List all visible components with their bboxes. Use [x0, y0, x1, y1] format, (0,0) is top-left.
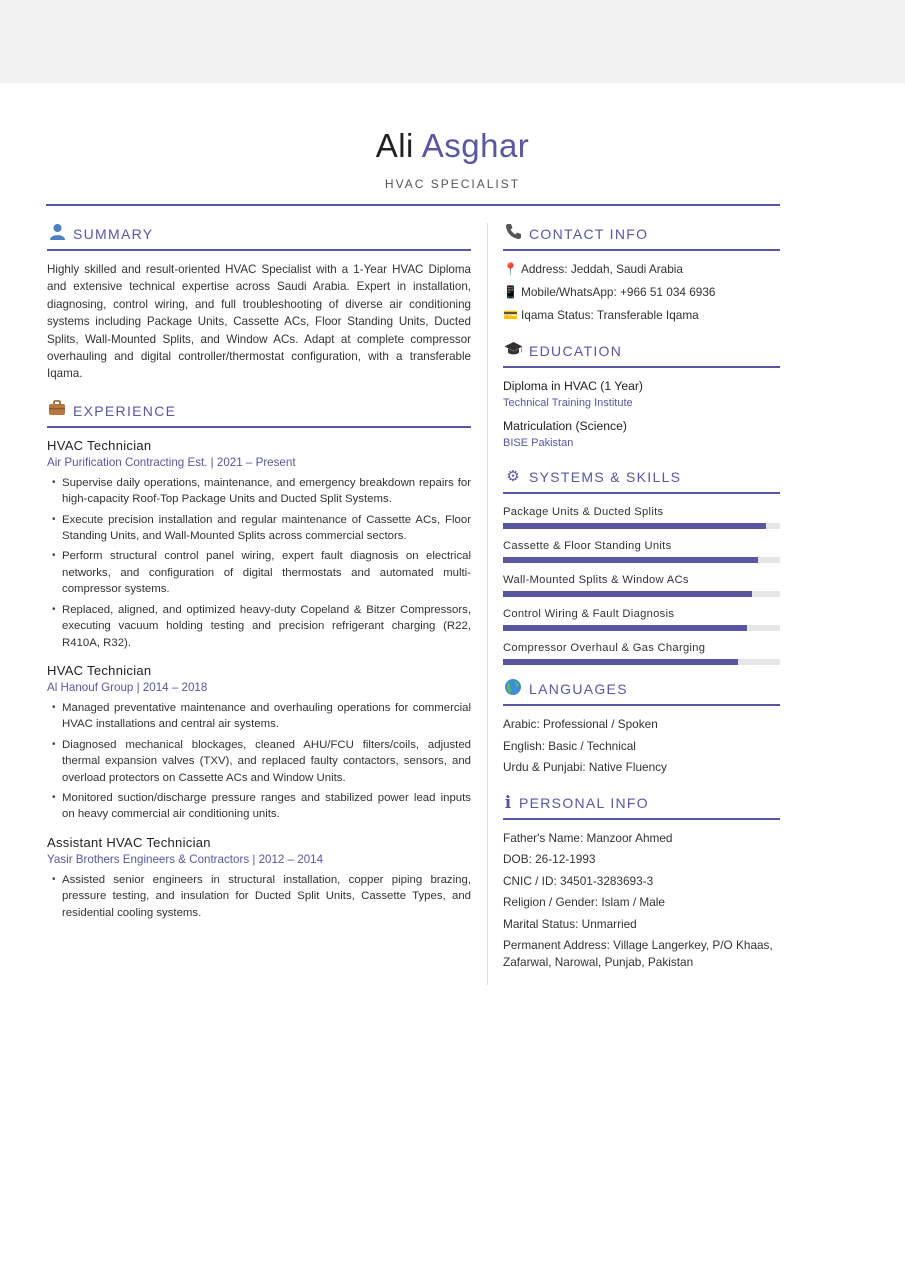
skill-name: Package Units & Ducted Splits — [503, 506, 664, 518]
skill-bar-track — [503, 523, 780, 529]
summary-title: SUMMARY — [73, 226, 154, 242]
experience-title: EXPERIENCE — [73, 402, 177, 419]
contact-text: Iqama Status: Transferable Iqama — [521, 308, 699, 322]
personal-info-item: Permanent Address: Village Langerkey, P/O Khaas, Zafarwal, Narowal, Punjab, Pakistan — [503, 938, 773, 969]
language-item: Urdu & Punjabi: Native Fluency — [503, 760, 667, 774]
personal-title: PERSONAL INFO — [519, 794, 649, 811]
personal-info-item: DOB: 26-12-1993 — [503, 852, 596, 866]
skill-bar-track — [503, 625, 780, 631]
last-name: Asghar — [421, 127, 530, 164]
first-name: Ali — [375, 127, 414, 164]
summary-header — [47, 222, 471, 251]
education-institution: Technical Training Institute — [503, 397, 633, 409]
header-divider — [46, 204, 780, 206]
contact-list — [503, 258, 780, 327]
skills-list — [503, 504, 780, 665]
job-bullets — [47, 700, 471, 823]
job-title: HVAC Technician — [47, 437, 152, 453]
job-bullet: • Assisted senior engineers in structural installation, copper piping brazing, pressure testing, and insulation for Ducted Split Units, Cassette Types, and residential cooling systems. — [47, 872, 471, 921]
pin-icon: 📍 — [503, 262, 518, 276]
contact-line — [503, 258, 780, 281]
skills-title: SYSTEMS & SKILLS — [529, 469, 682, 485]
personal-info-list — [503, 830, 780, 971]
job-title: Assistant HVAC Technician — [47, 834, 211, 850]
personal-header — [503, 791, 780, 820]
contact-header — [503, 222, 780, 251]
contact-line — [503, 304, 780, 327]
job-bullets — [47, 872, 471, 921]
personal-info-item: CNIC / ID: 34501-3283693-3 — [503, 873, 654, 888]
top-band — [0, 0, 905, 83]
contact-line — [503, 281, 780, 304]
job-entry — [47, 663, 471, 823]
education-header — [503, 339, 780, 368]
skill-bar-fill — [503, 591, 752, 597]
contact-text: Address: Jeddah, Saudi Arabia — [521, 262, 683, 276]
education-degree: Matriculation (Science) — [503, 419, 627, 433]
personal-info-item: Religion / Gender: Islam / Male — [503, 895, 665, 909]
skill-bar-track — [503, 659, 780, 665]
card-icon: 💳 — [503, 308, 518, 322]
skill-item — [503, 538, 780, 563]
skill-item — [503, 606, 780, 631]
globe-icon — [503, 678, 523, 701]
language-item: English: Basic / Technical — [503, 738, 636, 753]
education-list — [503, 378, 780, 451]
job-bullet: • Supervise daily operations, maintenance, and emergency breakdown repairs for high-capacity Roof-Top Package Units and Ducted Split Systems. — [47, 475, 471, 508]
candidate-name — [0, 127, 905, 165]
right-column — [503, 222, 780, 975]
skill-name: Cassette & Floor Standing Units — [503, 540, 672, 552]
job-bullet: • Perform structural control panel wiring, expert fault diagnosis on electrical networks, and configuration of digital thermostats and automated multi-compressor systems. — [47, 548, 471, 597]
contact-title: CONTACT INFO — [529, 226, 649, 242]
job-bullet: • Diagnosed mechanical blockages, cleaned AHU/FCU filters/coils, adjusted thermal expansion valves (TXV), and replaced faulty contactors, sensors, and overload protectors on Cassette ACs and Window Units. — [47, 737, 471, 786]
skill-name: Wall-Mounted Splits & Window ACs — [503, 574, 689, 586]
job-entry — [47, 438, 471, 651]
job-bullet: • Managed preventative maintenance and overhauling operations for commercial HVAC installations and central air systems. — [47, 700, 471, 733]
education-institution: BISE Pakistan — [503, 437, 574, 449]
briefcase-icon — [47, 400, 67, 421]
skill-bar-fill — [503, 523, 766, 529]
graduation-cap-icon — [503, 341, 523, 362]
job-bullets — [47, 475, 471, 651]
job-company: Yasir Brothers Engineers & Contractors | 2012 – 2014 — [47, 852, 324, 866]
experience-header — [47, 399, 471, 428]
education-item — [503, 378, 780, 411]
job-entry — [47, 835, 471, 921]
personal-info-item: Father's Name: Manzoor Ahmed — [503, 830, 673, 845]
skill-name: Control Wiring & Fault Diagnosis — [503, 608, 675, 620]
skill-bar-fill — [503, 659, 738, 665]
job-title: HVAC Technician — [47, 662, 152, 678]
skill-bar-track — [503, 557, 780, 563]
job-bullet: • Execute precision installation and regular maintenance of Cassette ACs, Floor Standing Units, and Wall-Mounted Splits across commercial sectors. — [47, 512, 471, 545]
skill-bar-track — [503, 591, 780, 597]
info-icon: i — [504, 792, 512, 813]
contact-text: Mobile/WhatsApp: +966 51 034 6936 — [521, 285, 716, 299]
phone-icon — [503, 223, 523, 245]
skill-bar-fill — [503, 625, 747, 631]
job-bullet: • Monitored suction/discharge pressure ranges and stabilized power lead inputs on heavy commercial air conditioning units. — [47, 790, 471, 823]
job-bullet: • Replaced, aligned, and optimized heavy-duty Copeland & Bitzer Compressors, executing vacuum holding testing and precision refrigerant charging (R22, R410A, R32). — [47, 602, 471, 651]
skill-bar-fill — [503, 557, 758, 563]
mobile-icon: 📱 — [503, 285, 518, 299]
skill-item — [503, 640, 780, 665]
job-company: Air Purification Contracting Est. | 2021 – Present — [47, 455, 296, 469]
skill-item — [503, 572, 780, 597]
user-icon — [47, 223, 67, 245]
job-list — [47, 438, 471, 921]
education-title: EDUCATION — [529, 343, 623, 359]
languages-list — [503, 714, 780, 779]
column-divider — [487, 223, 488, 985]
skill-item — [503, 504, 780, 529]
education-item — [503, 418, 780, 451]
skills-header — [503, 465, 780, 494]
skill-name: Compressor Overhaul & Gas Charging — [503, 642, 706, 654]
job-role: HVAC SPECIALIST — [384, 177, 521, 191]
languages-title: LANGUAGES — [529, 681, 628, 697]
left-column — [47, 222, 471, 933]
job-company: Al Hanouf Group | 2014 – 2018 — [47, 680, 208, 694]
language-item: Arabic: Professional / Spoken — [503, 717, 658, 731]
summary-text: Highly skilled and result-oriented HVAC Specialist with a 1-Year HVAC Diploma and extensive technical expertise across Saudi Arabia. Expert in installation, diagnosing, control wiring, and full troubleshooting of diverse air conditioning systems including Package Units, Cassette ACs, Floor Standing Units, Ducted Splits, Wall-Mounted Splits, and Window ACs. Adapt at complete compressor overhauling and digital controller/thermostat configuration, with a transferable Iqama. — [47, 263, 471, 381]
languages-header — [503, 677, 780, 706]
education-degree: Diploma in HVAC (1 Year) — [503, 379, 643, 393]
gear-icon: ⚙ — [506, 468, 520, 485]
personal-info-item: Marital Status: Unmarried — [503, 916, 637, 931]
